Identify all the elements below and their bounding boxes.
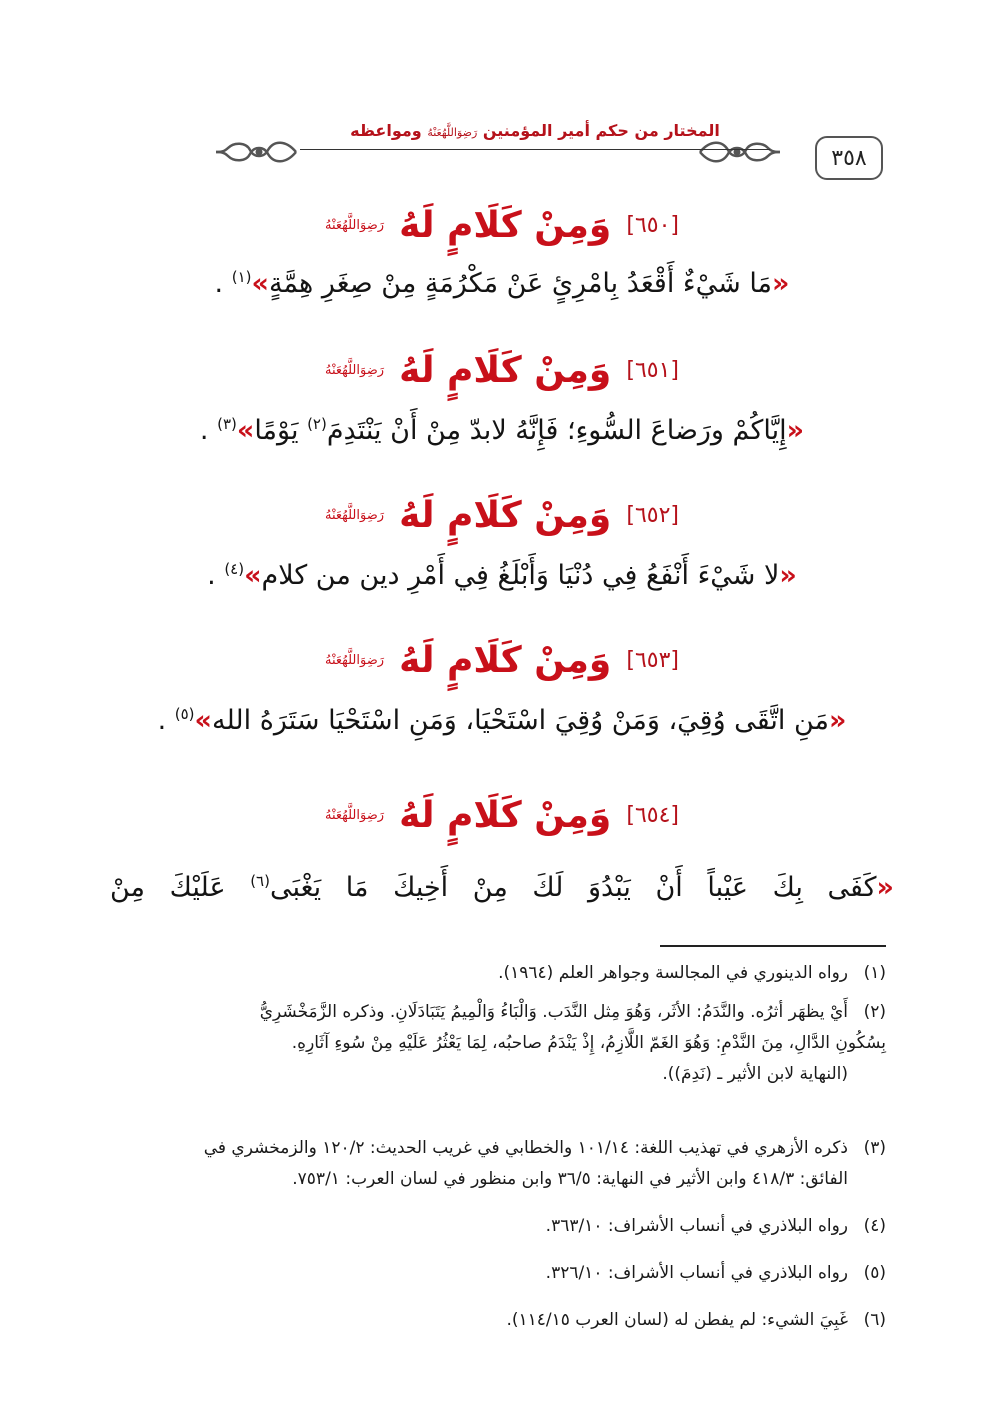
close-quote: » (194, 705, 212, 736)
footnote-4 (110, 1211, 886, 1242)
saying-end: . (199, 415, 218, 446)
saying-heading-650 (100, 205, 904, 246)
saying-end: . (157, 705, 175, 736)
footnote-number: (١) (863, 963, 886, 983)
saying-text-652 (110, 560, 894, 591)
header-ornament-right (696, 136, 782, 168)
saying-heading-651 (100, 350, 904, 391)
close-quote: » (244, 560, 262, 591)
footnote-number: (٣) (863, 1138, 886, 1158)
footnote-text: رواه البلاذري في أنساب الأشراف: ٣٦٣/١٠. (545, 1216, 848, 1236)
footnote-line (110, 1305, 886, 1336)
footnote-text: غَبِيَ الشيء: لم يفطن له (لسان العرب ١١٤/١٥). (506, 1310, 848, 1330)
saying-heading-title: وَمِنْ كَلَامٍ لَهُ (399, 640, 612, 681)
saying-number: [٦٥١] (626, 358, 680, 383)
footnote-number: (٦) (863, 1310, 886, 1330)
footnote-number: (٤) (863, 1216, 886, 1236)
open-quote: « (779, 560, 797, 591)
saying-end: . (207, 560, 225, 591)
footnote-line: الفائق: ٤١٨/٣ وابن الأثير في النهاية: ٣٦/٥ وابن منظور في لسان العرب: ٧٥٣/١. (292, 1169, 848, 1189)
saying-heading-652 (100, 495, 904, 536)
footnote-number: (٢) (863, 1002, 886, 1022)
footnote-text: رواه الدينوري في المجالسة وجواهر العلم (١٩٦٤). (498, 963, 848, 983)
footnote-text: أَيْ يظهَر أثرُه. والنَّدَمُ: الأثَر، وَهُوَ مِثل النَّدَب. وَالْبَاءُ وَالْمِيمُ يَتَبَادَلَانِ. وذكره الزَّمَخْشَرِيُّ (259, 1002, 848, 1022)
footnote-text: رواه البلاذري في أنساب الأشراف: ٣٢٦/١٠. (545, 1263, 848, 1283)
saying-body-part-a: إِيَّاكُمْ ورَضاعَ السُّوءِ؛ فَإِنَّهُ لابدّ مِنْ أَنْ يَنْتَدِمَ (326, 415, 787, 446)
running-title-honorific: رَضِوَاللَّهُعَنْهُ (427, 126, 478, 139)
footnote-line (110, 1258, 886, 1289)
saying-heading-653 (100, 640, 904, 681)
running-title-main: المختار من حكم أمير المؤمنين (482, 121, 720, 140)
saying-number: [٦٥٤] (626, 803, 680, 828)
saying-body: لا شَيْءَ أَنْفَعُ فِي دُنْيَا وَأَبْلَغُ فِي أَمْرِ دين من كلام (261, 560, 780, 591)
saying-body-part-b: يَوْمًا (254, 415, 308, 446)
saying-honorific: رَضِوَاللَّهُعَنْهُ (324, 808, 385, 823)
saying-heading-title: وَمِنْ كَلَامٍ لَهُ (399, 350, 612, 391)
footnote-line (110, 1211, 886, 1242)
header-divider (300, 149, 770, 150)
saying-honorific: رَضِوَاللَّهُعَنْهُ (324, 508, 385, 523)
open-quote: « (772, 268, 790, 299)
footnote-ref: (١) (231, 268, 252, 286)
saying-number: [٦٥٢] (626, 503, 680, 528)
open-quote: « (786, 415, 805, 446)
footnote-line (110, 958, 886, 989)
saying-text-651 (110, 415, 894, 446)
saying-text-654 (110, 872, 894, 903)
running-title (300, 121, 770, 140)
footnote-6 (110, 1305, 886, 1336)
footnote-3 (110, 1133, 886, 1195)
footnote-number: (٥) (863, 1263, 886, 1283)
footnote-line (110, 1133, 886, 1164)
saying-number: [٦٥٣] (626, 648, 680, 673)
footnote-2 (110, 997, 886, 1090)
saying-text-653 (110, 705, 894, 736)
footnote-line: بِسُكُونِ الدَّالِ، مِنَ النَّدْمِ: وَهُوَ الغَمّ اللَّازِمُ، إِذْ يَنْدَمُ صاحبُه، لِمَا يَعْثُرُ عَلَيْهِ مِنْ سُوءِ آثَارِهِ. (291, 1033, 886, 1053)
saying-honorific: رَضِوَاللَّهُعَنْهُ (324, 653, 385, 668)
header-ornament-left (214, 136, 300, 168)
saying-text-650 (110, 268, 894, 299)
saying-heading-title: وَمِنْ كَلَامٍ لَهُ (399, 795, 612, 836)
close-quote: » (236, 415, 255, 446)
open-quote: « (828, 705, 847, 736)
saying-body-part-a: كَفَى بِكَ عَيْباً أَنْ يَبْدُوَ لَكَ مِنْ أَخِيكَ مَا يَغْبَى (269, 872, 877, 903)
footnote-ref-inner: (٢) (307, 415, 327, 433)
footnote-1 (110, 958, 886, 989)
footnote-ref-inner: (٦) (250, 872, 270, 890)
saying-heading-654 (100, 795, 904, 836)
saying-honorific: رَضِوَاللَّهُعَنْهُ (324, 218, 385, 233)
close-quote: » (251, 268, 269, 299)
saying-heading-title: وَمِنْ كَلَامٍ لَهُ (399, 495, 612, 536)
footnote-line: (النهاية لابن الأثير ـ (نَدِمَ)). (662, 1064, 848, 1084)
running-title-end: ومواعظه (350, 121, 422, 140)
footnote-5 (110, 1258, 886, 1289)
saying-number: [٦٥٠] (626, 213, 680, 238)
saying-body-part-b: عَلَيْكَ مِنْ (110, 872, 251, 903)
footnote-ref: (٤) (224, 560, 245, 578)
saying-body: مَا شَيْءٌ أَقْعَدُ بِامْرِئٍ عَنْ مَكْرُمَةٍ مِنْ صِغَرِ هِمَّةٍ (268, 268, 773, 299)
footnote-ref: (٥) (174, 705, 195, 723)
saying-heading-title: وَمِنْ كَلَامٍ لَهُ (399, 205, 612, 246)
footnote-line (110, 997, 886, 1028)
footnote-separator (660, 945, 886, 947)
saying-end: . (214, 268, 232, 299)
footnote-ref: (٣) (217, 415, 237, 433)
saying-body: مَنِ اتَّقَى وُقِيَ، وَمَنْ وُقِيَ اسْتَحْيَا، وَمَنِ اسْتَحْيَا سَتَرَهُ الله (211, 705, 829, 736)
footnote-text: ذكره الأزهري في تهذيب اللغة: ١٠١/١٤ والخطابي في غريب الحديث: ١٢٠/٢ والزمخشري في (203, 1138, 848, 1158)
page-number: ٣٥٨ (815, 136, 883, 180)
open-quote: « (876, 872, 894, 903)
saying-honorific: رَضِوَاللَّهُعَنْهُ (324, 363, 385, 378)
